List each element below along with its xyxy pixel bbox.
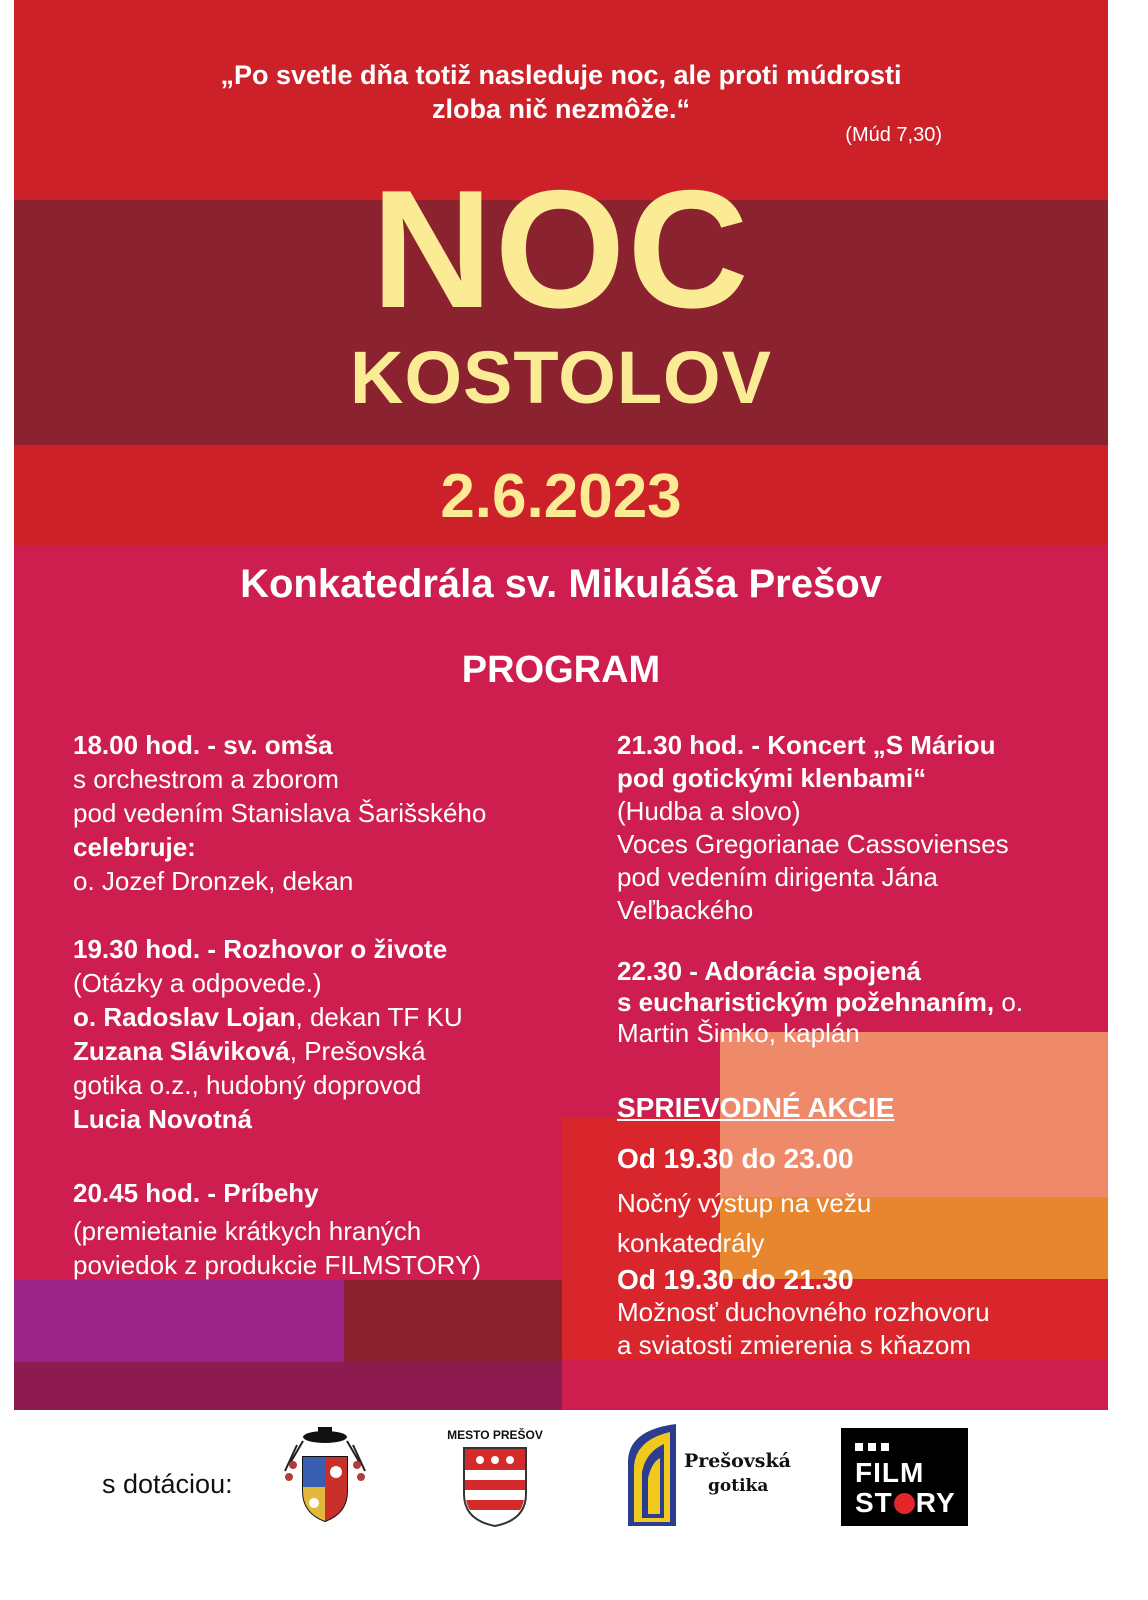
adoration-bold-part: s eucharistickým požehnaním, bbox=[617, 987, 995, 1017]
side-event-line: konkatedrály bbox=[617, 1228, 765, 1258]
event-concert-line: pod vedením dirigenta Jána bbox=[617, 862, 938, 892]
mesto-presov-shield-icon bbox=[462, 1446, 528, 1528]
event-talk-line: (Otázky a odpovede.) bbox=[73, 968, 322, 998]
record-dot-icon bbox=[894, 1493, 915, 1514]
event-concert-title: pod gotickými klenbami“ bbox=[617, 763, 927, 793]
program-heading: PROGRAM bbox=[461, 649, 661, 691]
side-event-line: Nočný výstup na vežu bbox=[617, 1188, 872, 1218]
event-adoration-title bbox=[617, 987, 1097, 1017]
event-adoration-title: 22.30 - Adorácia spojená bbox=[617, 956, 921, 986]
filmstory-word-story bbox=[855, 1488, 956, 1518]
side-event-line: Možnosť duchovného rozhovoru bbox=[617, 1297, 990, 1327]
deco-purple-square bbox=[14, 1280, 344, 1362]
story-part-1: ST bbox=[855, 1487, 893, 1518]
side-event-time: Od 19.30 do 23.00 bbox=[617, 1143, 854, 1174]
parish-coat-of-arms-icon bbox=[283, 1425, 368, 1530]
event-stories-line: poviedok z produkcie FILMSTORY) bbox=[73, 1250, 481, 1280]
gotika-name-line-1: Prešovská bbox=[684, 1450, 791, 1472]
event-stories-title: 20.45 hod. - Príbehy bbox=[73, 1178, 319, 1208]
speaker-name: Zuzana Sláviková bbox=[73, 1036, 290, 1066]
venue-title: Konkatedrála sv. Mikuláša Prešov bbox=[240, 562, 882, 606]
quote-line-2: zloba nič nezmôže.“ bbox=[431, 94, 691, 124]
side-events-heading: SPRIEVODNÉ AKCIE bbox=[617, 1092, 895, 1123]
event-talk-line bbox=[73, 1000, 553, 1034]
filmstory-logo bbox=[841, 1428, 968, 1526]
quote-reference: (Múd 7,30) bbox=[845, 124, 942, 146]
event-concert-line: Veľbackého bbox=[617, 895, 754, 925]
sponsor-label: s dotáciou: bbox=[102, 1469, 233, 1499]
side-event-time: Od 19.30 do 21.30 bbox=[617, 1264, 854, 1295]
side-event-line: a sviatosti zmierenia s kňazom bbox=[617, 1330, 972, 1360]
event-date: 2.6.2023 bbox=[440, 462, 682, 531]
event-talk-line bbox=[73, 1034, 553, 1068]
gotika-name-line-2: gotika bbox=[708, 1476, 769, 1496]
event-mass-line: pod vedením Stanislava Šarišského bbox=[73, 798, 487, 828]
speaker-role: , dekan TF KU bbox=[295, 1002, 463, 1032]
filmstory-word-film: FILM bbox=[855, 1457, 925, 1488]
title-noc: NOC bbox=[371, 155, 751, 343]
deco-plum-strip bbox=[14, 1362, 562, 1410]
speaker-name: o. Radoslav Lojan bbox=[73, 1002, 296, 1032]
event-mass-line: celebruje: bbox=[73, 832, 196, 862]
adoration-rest: o. bbox=[994, 987, 1024, 1017]
event-concert-title: 21.30 hod. - Koncert „S Máriou bbox=[617, 730, 996, 760]
quote-line-1: „Po svetle dňa totiž nasleduje noc, ale proti múdrosti bbox=[220, 60, 902, 90]
mesto-presov-label: MESTO PREŠOV bbox=[447, 1428, 543, 1442]
story-part-2: RY bbox=[915, 1487, 956, 1518]
event-talk-title: 19.30 hod. - Rozhovor o živote bbox=[73, 934, 448, 964]
event-concert-line: (Hudba a slovo) bbox=[617, 796, 801, 826]
event-concert-line: Voces Gregorianae Cassovienses bbox=[617, 829, 1009, 859]
title-kostolov: KOSTOLOV bbox=[350, 336, 772, 419]
event-mass-line: s orchestrom a zborom bbox=[73, 764, 339, 794]
deco-crimson-bottom bbox=[562, 1359, 1108, 1410]
event-stories-line: (premietanie krátkych hraných bbox=[73, 1216, 422, 1246]
deco-darkred-square bbox=[344, 1280, 562, 1362]
event-talk-line: gotika o.z., hudobný doprovod bbox=[73, 1070, 422, 1100]
bible-quote bbox=[14, 58, 1108, 126]
event-adoration-line: Martin Šimko, kaplán bbox=[617, 1018, 860, 1048]
event-talk-line: Lucia Novotná bbox=[73, 1104, 253, 1134]
film-perforation-icon bbox=[855, 1438, 889, 1456]
speaker-role: , Prešovská bbox=[289, 1036, 426, 1066]
event-mass-line: o. Jozef Dronzek, dekan bbox=[73, 866, 354, 896]
gotika-window-icon bbox=[624, 1422, 680, 1528]
event-mass-title: 18.00 hod. - sv. omša bbox=[73, 730, 333, 760]
program-right-column bbox=[617, 729, 1097, 1362]
program-left-column bbox=[73, 728, 553, 1282]
